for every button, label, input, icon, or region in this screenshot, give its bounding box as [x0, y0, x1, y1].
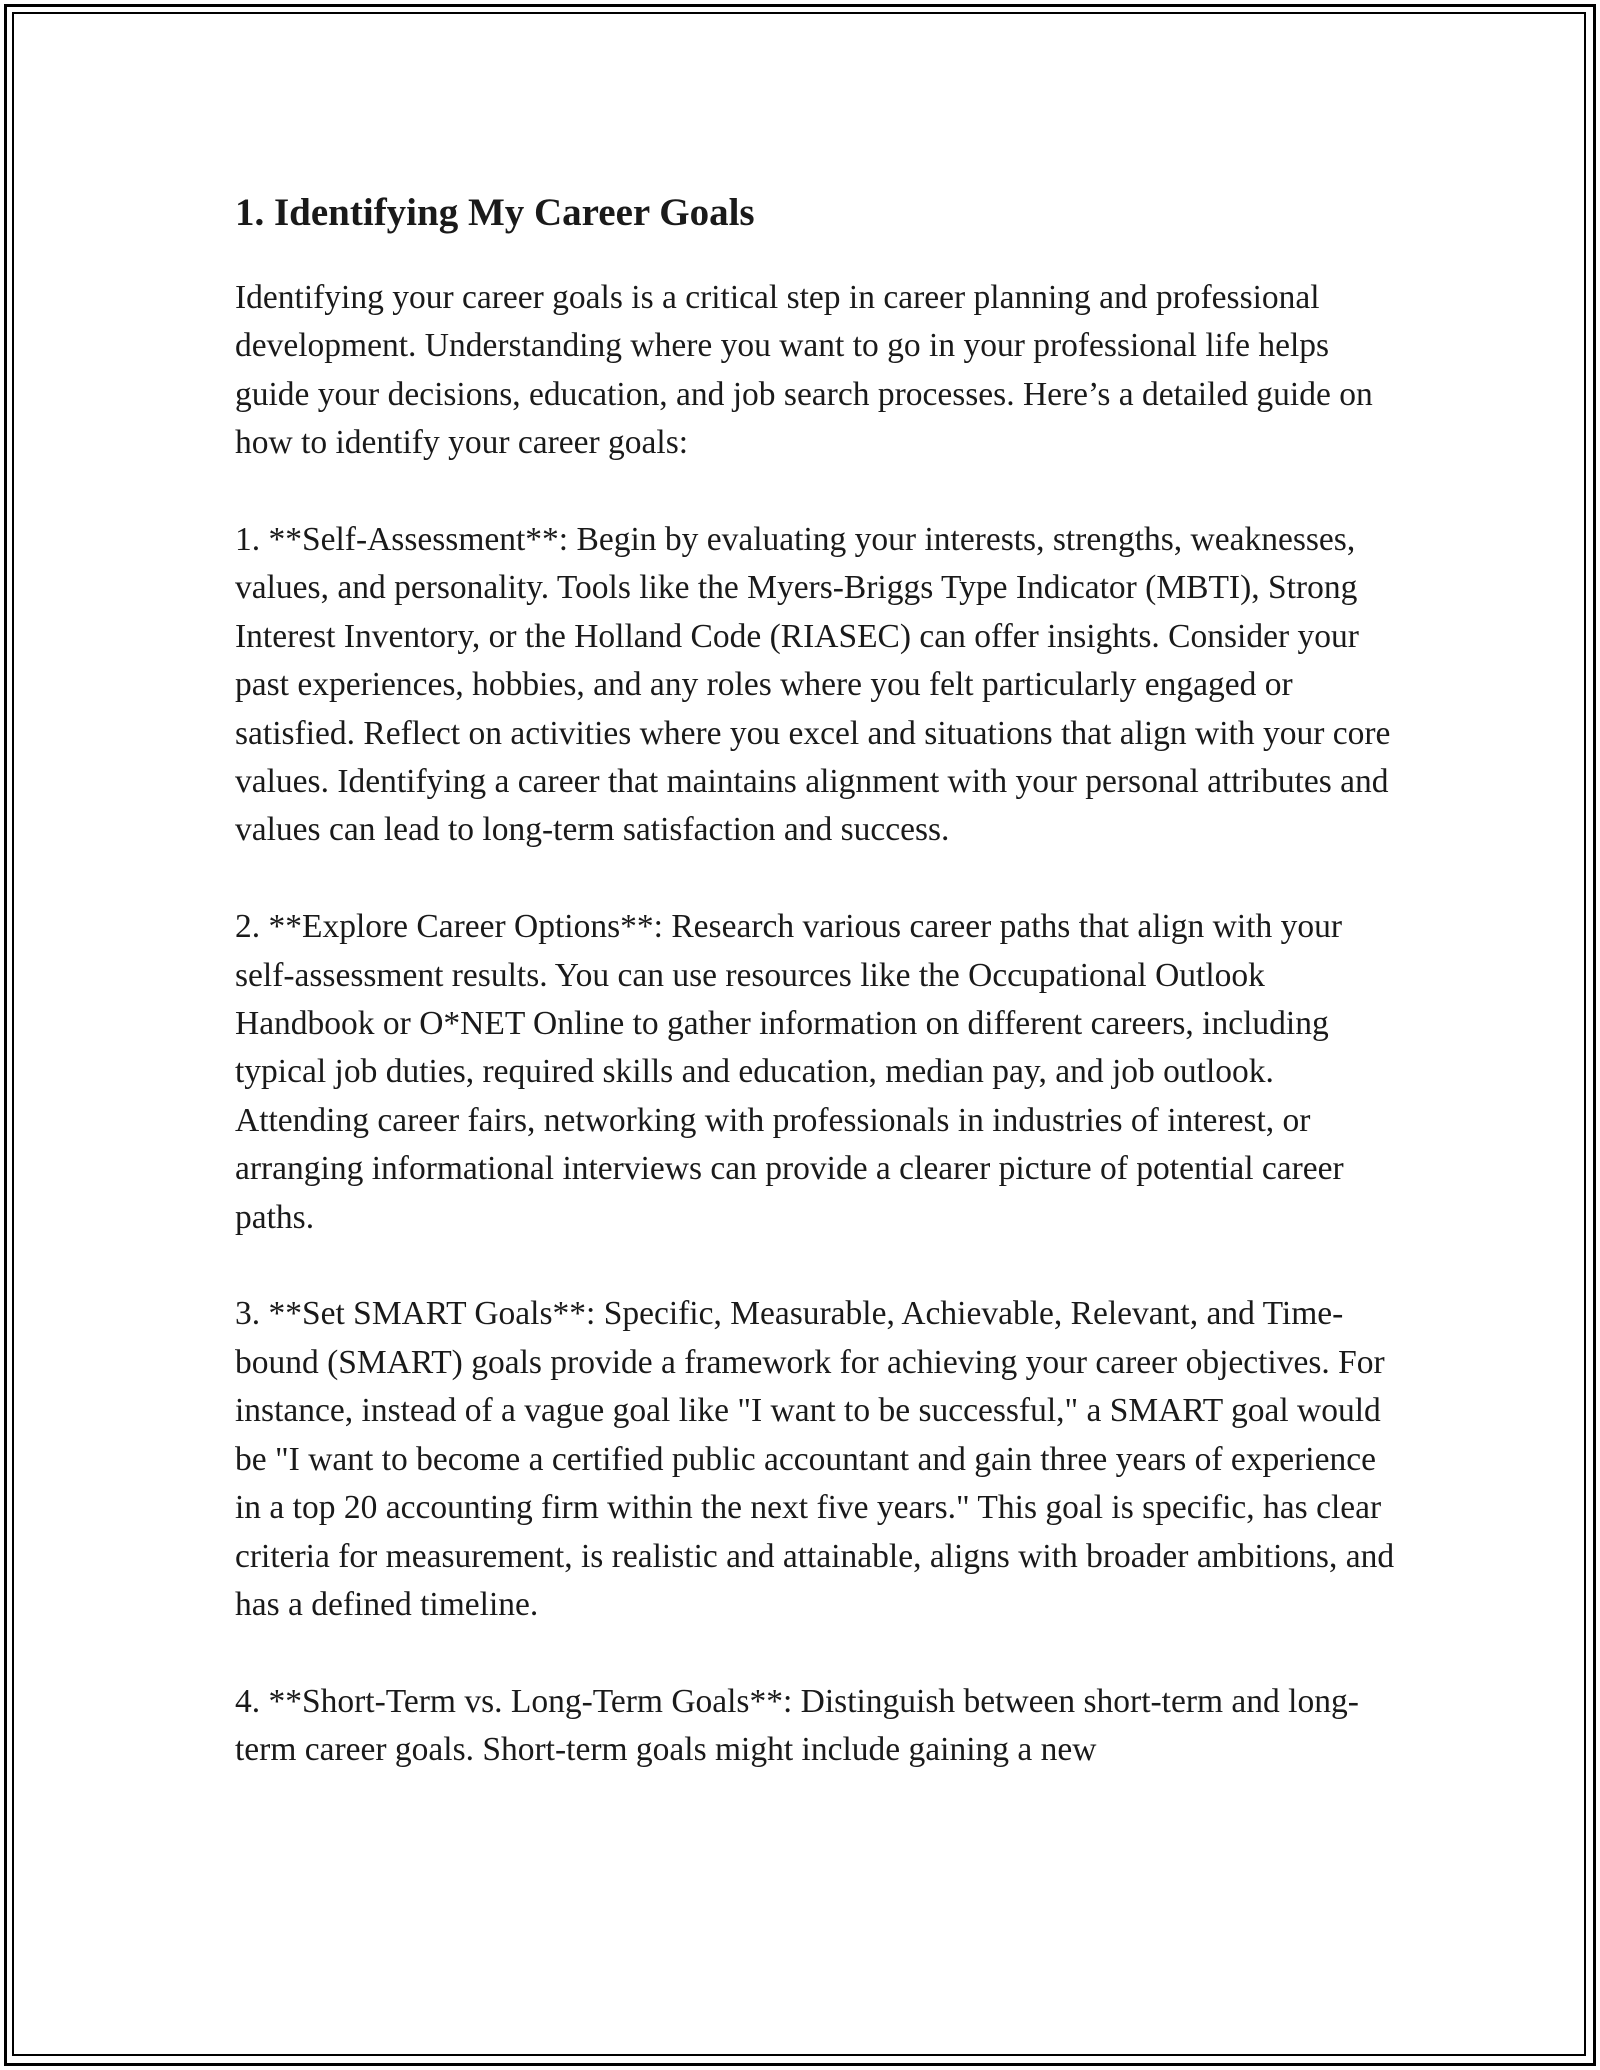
smart-goals-paragraph: 3. **Set SMART Goals**: Specific, Measurable, Achievable, Relevant, and Time-bound (SMART) goals provide a framework for achieving your career objectives. For instance, instead of a vague goal like "I want to be successful," a SMART goal would be "I want to become a certified public accountant and gain three years of experience in a top 20 accounting firm within the next five years." This goal is specific, has clear criteria for measurement, is realistic and attainable, aligns with broader ambitions, and has a defined timeline.	[235, 1295, 1395, 1623]
self-assessment-paragraph: 1. **Self-Assessment**: Begin by evaluating your interests, strengths, weaknesses, values, and personality. Tools like the Myers-Briggs Type Indicator (MBTI), Strong Interest Inventory, or the Holland Code (RIASEC) can offer insights. Consider your past experiences, hobbies, and any roles where you felt particularly engaged or satisfied. Reflect on activities where you excel and situations that align with your core values. Identifying a career that maintains alignment with your personal attributes and values can lead to long-term satisfaction and success.	[235, 521, 1391, 849]
explore-career-options-paragraph: 2. **Explore Career Options**: Research various career paths that align with your self-assessment results. You can use resources like the Occupational Outlook Handbook or O*NET Online to gather information on different careers, including typical job duties, required skills and education, median pay, and job outlook. Attending career fairs, networking with professionals in industries of interest, or arranging informational interviews can provide a clearer picture of potential career paths.	[235, 908, 1344, 1236]
document-body	[235, 180, 1395, 1823]
short-long-term-goals-paragraph: 4. **Short-Term vs. Long-Term Goals**: Distinguish between short-term and long-term career goals. Short-term goals might include gaining a new	[235, 1682, 1359, 1769]
document-title: 1. Identifying My Career Goals	[235, 191, 755, 234]
intro-paragraph: Identifying your career goals is a critical step in career planning and professional development. Understanding where you want to go in your professional life helps guide your decisions, education, and job search processes. Here’s a detailed guide on how to identify your career goals:	[235, 279, 1373, 462]
